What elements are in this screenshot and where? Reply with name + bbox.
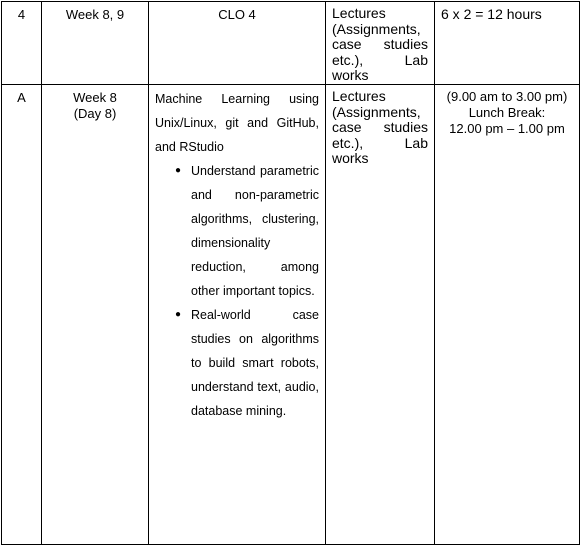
teaching-methods-cell: Lectures (Assignments, case studies etc.), Lab works — [326, 2, 435, 85]
bullet-icon: ● — [175, 165, 182, 176]
topic-bullet — [155, 303, 319, 423]
week-cell — [42, 85, 149, 545]
week-label: Week 8 — [73, 90, 117, 105]
row-number: 4 — [2, 2, 42, 85]
day-label: (Day 8) — [73, 106, 117, 121]
bullet-icon: ● — [175, 309, 182, 320]
topic-cell — [149, 85, 326, 545]
clo-cell: CLO 4 — [149, 2, 326, 85]
topic-bullet — [155, 159, 319, 303]
topic-bullet-text: Real-world case studies on algorithms to build smart robots, understand text, audio, database mining. — [191, 308, 319, 418]
time-range: (9.00 am to 3.00 pm) — [446, 89, 568, 104]
table-row — [2, 85, 580, 545]
topic-bullet-text: Understand parametric and non-parametric algorithms, clustering, dimensionality reduction, among other important topics. — [191, 164, 319, 298]
teaching-methods-cell: Lectures (Assignments, case studies etc.), Lab works — [326, 85, 435, 545]
week-cell: Week 8, 9 — [42, 2, 149, 85]
lunch-time: 12.00 pm – 1.00 pm — [449, 121, 565, 136]
topic-intro: Machine Learning using Unix/Linux, git and GitHub, and RStudio — [155, 92, 319, 154]
row-number: A — [2, 85, 42, 545]
topic-bullet-list — [155, 159, 319, 423]
schedule-table — [1, 1, 580, 545]
timing-cell — [435, 85, 580, 545]
hours-cell: 6 x 2 = 12 hours — [435, 2, 580, 85]
table-row — [2, 2, 580, 85]
lunch-label: Lunch Break: — [468, 105, 546, 120]
